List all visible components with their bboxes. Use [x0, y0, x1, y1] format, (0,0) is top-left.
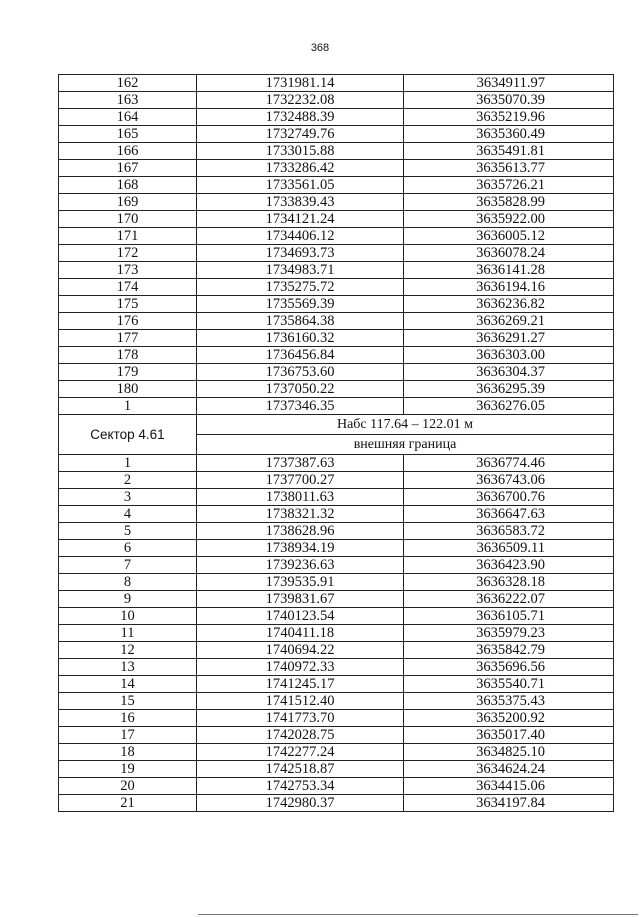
y-coordinate: 3636583.72	[404, 523, 614, 540]
y-coordinate: 3635828.99	[404, 194, 614, 211]
table-row	[59, 211, 614, 228]
x-coordinate: 1737050.22	[197, 381, 404, 398]
table-row	[59, 245, 614, 262]
table-row	[59, 92, 614, 109]
y-coordinate: 3636647.63	[404, 506, 614, 523]
x-coordinate: 1734693.73	[197, 245, 404, 262]
y-coordinate: 3636222.07	[404, 591, 614, 608]
point-number: 5	[59, 523, 197, 540]
x-coordinate: 1740411.18	[197, 625, 404, 642]
x-coordinate: 1740694.22	[197, 642, 404, 659]
point-number: 3	[59, 489, 197, 506]
x-coordinate: 1731981.14	[197, 75, 404, 92]
x-coordinate: 1742980.37	[197, 795, 404, 812]
table-row	[59, 795, 614, 812]
y-coordinate: 3636194.16	[404, 279, 614, 296]
point-number: 8	[59, 574, 197, 591]
sector-header	[59, 415, 614, 455]
y-coordinate: 3635200.92	[404, 710, 614, 727]
table-row	[59, 523, 614, 540]
point-number: 14	[59, 676, 197, 693]
table-row	[59, 659, 614, 676]
point-number: 21	[59, 795, 197, 812]
point-number: 20	[59, 778, 197, 795]
table-row	[59, 75, 614, 92]
point-number: 169	[59, 194, 197, 211]
table-row	[59, 262, 614, 279]
point-number: 1	[59, 455, 197, 472]
table-row	[59, 506, 614, 523]
y-coordinate: 3636276.05	[404, 398, 614, 415]
x-coordinate: 1736753.60	[197, 364, 404, 381]
y-coordinate: 3634624.24	[404, 761, 614, 778]
table-row	[59, 489, 614, 506]
y-coordinate: 3635375.43	[404, 693, 614, 710]
y-coordinate: 3636105.71	[404, 608, 614, 625]
sector-height-range: Набс 117.64 – 122.01 м	[197, 415, 614, 435]
point-number: 19	[59, 761, 197, 778]
x-coordinate: 1733839.43	[197, 194, 404, 211]
point-number: 168	[59, 177, 197, 194]
point-number: 163	[59, 92, 197, 109]
table-row	[59, 455, 614, 472]
coordinates-rows-top	[59, 75, 614, 415]
y-coordinate: 3635219.96	[404, 109, 614, 126]
point-number: 11	[59, 625, 197, 642]
x-coordinate: 1735275.72	[197, 279, 404, 296]
x-coordinate: 1734406.12	[197, 228, 404, 245]
y-coordinate: 3636005.12	[404, 228, 614, 245]
x-coordinate: 1734121.24	[197, 211, 404, 228]
table-row	[59, 398, 614, 415]
y-coordinate: 3636295.39	[404, 381, 614, 398]
y-coordinate: 3635540.71	[404, 676, 614, 693]
x-coordinate: 1740972.33	[197, 659, 404, 676]
table-row	[59, 126, 614, 143]
table-row	[59, 676, 614, 693]
y-coordinate: 3636303.00	[404, 347, 614, 364]
y-coordinate: 3636078.24	[404, 245, 614, 262]
x-coordinate: 1739535.91	[197, 574, 404, 591]
x-coordinate: 1733561.05	[197, 177, 404, 194]
y-coordinate: 3636423.90	[404, 557, 614, 574]
x-coordinate: 1738321.32	[197, 506, 404, 523]
point-number: 18	[59, 744, 197, 761]
page-number: 368	[310, 42, 330, 54]
y-coordinate: 3634415.06	[404, 778, 614, 795]
table-row	[59, 727, 614, 744]
x-coordinate: 1738628.96	[197, 523, 404, 540]
point-number: 180	[59, 381, 197, 398]
x-coordinate: 1739236.63	[197, 557, 404, 574]
y-coordinate: 3636236.82	[404, 296, 614, 313]
y-coordinate: 3634197.84	[404, 795, 614, 812]
table-row	[59, 177, 614, 194]
point-number: 164	[59, 109, 197, 126]
table-row	[59, 625, 614, 642]
y-coordinate: 3636509.11	[404, 540, 614, 557]
point-number: 176	[59, 313, 197, 330]
table-row	[59, 744, 614, 761]
point-number: 179	[59, 364, 197, 381]
table-row	[59, 313, 614, 330]
point-number: 162	[59, 75, 197, 92]
table-row	[59, 347, 614, 364]
x-coordinate: 1740123.54	[197, 608, 404, 625]
x-coordinate: 1736160.32	[197, 330, 404, 347]
table-row	[59, 330, 614, 347]
y-coordinate: 3635979.23	[404, 625, 614, 642]
coordinates-table	[58, 74, 614, 812]
x-coordinate: 1742753.34	[197, 778, 404, 795]
point-number: 166	[59, 143, 197, 160]
y-coordinate: 3636743.06	[404, 472, 614, 489]
y-coordinate: 3636774.46	[404, 455, 614, 472]
point-number: 167	[59, 160, 197, 177]
table-row	[59, 693, 614, 710]
point-number: 178	[59, 347, 197, 364]
point-number: 177	[59, 330, 197, 347]
x-coordinate: 1738934.19	[197, 540, 404, 557]
table-row	[59, 710, 614, 727]
y-coordinate: 3636304.37	[404, 364, 614, 381]
table-row	[59, 109, 614, 126]
x-coordinate: 1741512.40	[197, 693, 404, 710]
y-coordinate: 3635017.40	[404, 727, 614, 744]
y-coordinate: 3635696.56	[404, 659, 614, 676]
x-coordinate: 1732488.39	[197, 109, 404, 126]
point-number: 173	[59, 262, 197, 279]
point-number: 17	[59, 727, 197, 744]
coordinates-rows-bottom	[59, 455, 614, 812]
page-bottom-rule	[198, 914, 638, 915]
sector-header-row	[59, 415, 614, 435]
point-number: 9	[59, 591, 197, 608]
y-coordinate: 3635070.39	[404, 92, 614, 109]
sector-boundary-type: внешняя граница	[197, 435, 614, 455]
table-row	[59, 279, 614, 296]
table-row	[59, 540, 614, 557]
y-coordinate: 3635613.77	[404, 160, 614, 177]
table-row	[59, 591, 614, 608]
point-number: 12	[59, 642, 197, 659]
y-coordinate: 3635491.81	[404, 143, 614, 160]
point-number: 170	[59, 211, 197, 228]
table-row	[59, 472, 614, 489]
x-coordinate: 1735864.38	[197, 313, 404, 330]
point-number: 165	[59, 126, 197, 143]
x-coordinate: 1737346.35	[197, 398, 404, 415]
point-number: 10	[59, 608, 197, 625]
x-coordinate: 1741773.70	[197, 710, 404, 727]
y-coordinate: 3635360.49	[404, 126, 614, 143]
x-coordinate: 1742028.75	[197, 727, 404, 744]
y-coordinate: 3634825.10	[404, 744, 614, 761]
x-coordinate: 1741245.17	[197, 676, 404, 693]
point-number: 6	[59, 540, 197, 557]
x-coordinate: 1742518.87	[197, 761, 404, 778]
x-coordinate: 1738011.63	[197, 489, 404, 506]
point-number: 172	[59, 245, 197, 262]
table-row	[59, 296, 614, 313]
point-number: 2	[59, 472, 197, 489]
point-number: 15	[59, 693, 197, 710]
table-row	[59, 642, 614, 659]
table-row	[59, 557, 614, 574]
x-coordinate: 1732232.08	[197, 92, 404, 109]
table-row	[59, 194, 614, 211]
table-row	[59, 574, 614, 591]
table-row	[59, 608, 614, 625]
x-coordinate: 1733015.88	[197, 143, 404, 160]
y-coordinate: 3634911.97	[404, 75, 614, 92]
table-row	[59, 381, 614, 398]
x-coordinate: 1733286.42	[197, 160, 404, 177]
point-number: 16	[59, 710, 197, 727]
point-number: 175	[59, 296, 197, 313]
table-row	[59, 143, 614, 160]
table-row	[59, 364, 614, 381]
y-coordinate: 3635842.79	[404, 642, 614, 659]
x-coordinate: 1737700.27	[197, 472, 404, 489]
x-coordinate: 1736456.84	[197, 347, 404, 364]
x-coordinate: 1737387.63	[197, 455, 404, 472]
y-coordinate: 3635726.21	[404, 177, 614, 194]
y-coordinate: 3636291.27	[404, 330, 614, 347]
y-coordinate: 3636328.18	[404, 574, 614, 591]
point-number: 13	[59, 659, 197, 676]
point-number: 4	[59, 506, 197, 523]
y-coordinate: 3636269.21	[404, 313, 614, 330]
table-row	[59, 761, 614, 778]
table-row	[59, 160, 614, 177]
table-row	[59, 228, 614, 245]
point-number: 171	[59, 228, 197, 245]
table-row	[59, 778, 614, 795]
x-coordinate: 1739831.67	[197, 591, 404, 608]
y-coordinate: 3636141.28	[404, 262, 614, 279]
y-coordinate: 3636700.76	[404, 489, 614, 506]
point-number: 1	[59, 398, 197, 415]
x-coordinate: 1742277.24	[197, 744, 404, 761]
x-coordinate: 1732749.76	[197, 126, 404, 143]
sector-label: Сектор 4.61	[59, 415, 197, 455]
point-number: 7	[59, 557, 197, 574]
point-number: 174	[59, 279, 197, 296]
y-coordinate: 3635922.00	[404, 211, 614, 228]
x-coordinate: 1734983.71	[197, 262, 404, 279]
x-coordinate: 1735569.39	[197, 296, 404, 313]
